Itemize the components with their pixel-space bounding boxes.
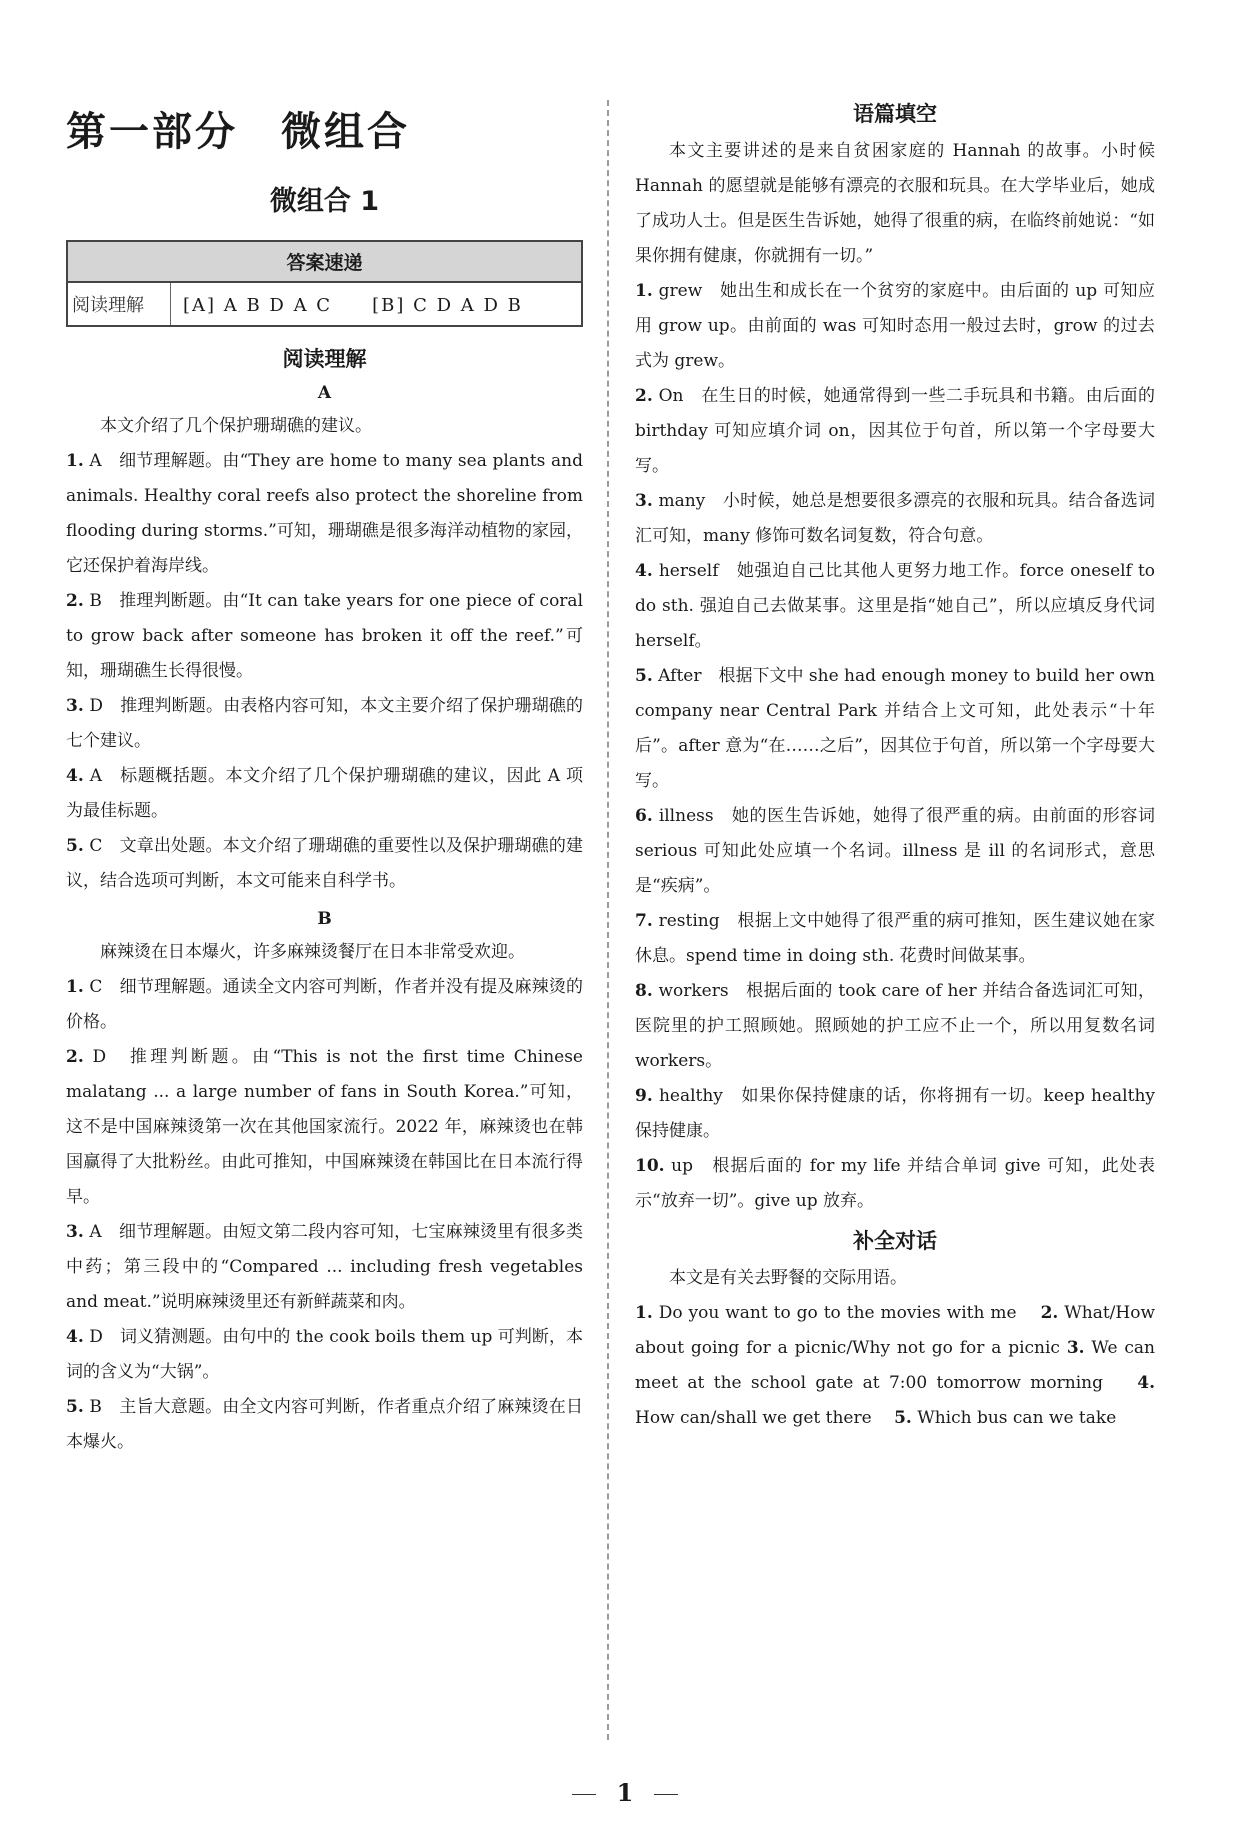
- cloze-items: [635, 274, 1155, 1219]
- footer-dash-right: [654, 1794, 678, 1795]
- page-number: 1: [616, 1778, 634, 1807]
- passage-b-label: B: [317, 909, 332, 929]
- passage-a-label: A: [317, 383, 332, 403]
- part-title: 第一部分 微组合: [66, 109, 410, 155]
- reading-heading: 阅读理解: [282, 347, 367, 371]
- list-item: 2. B 推理判断题。由“It can take years for one piece of coral to grow back after someone has broken it off the reef.”可知，珊瑚礁生长得很慢。: [66, 591, 584, 681]
- list-item: 1. A 细节理解题。由“They are home to many sea plants and animals. Healthy coral reefs also protect the shoreline from flooding during storms.”可知，珊瑚礁是很多海洋动植物的家园，它还保护着海岸线。: [66, 451, 583, 576]
- cloze-heading: 语篇填空: [853, 102, 937, 126]
- passage-a-items: [66, 444, 583, 899]
- answer-row-value: [A] A B D A C [B] C D A D B: [183, 295, 523, 316]
- column-divider: [607, 100, 609, 1740]
- answer-row-label: 阅读理解: [68, 283, 171, 325]
- passage-a-intro: 本文介绍了几个保护珊瑚礁的建议。: [100, 416, 372, 436]
- passage-b-items: [66, 970, 583, 1460]
- list-item: 6. illness 她的医生告诉她，她得了很严重的病。由前面的形容词 serious 可知此处应填一个名词。illness 是 ill 的名词形式，意思是“疾病”。: [635, 806, 1155, 896]
- right-column: [635, 92, 1155, 1436]
- list-item: 5. B 主旨大意题。由全文内容可判断，作者重点介绍了麻辣烫在日本爆火。: [66, 1397, 583, 1452]
- list-item: 1. grew 她出生和成长在一个贫穷的家庭中。由后面的 up 可知应用 grow up。由前面的 was 可知时态用一般过去时，grow 的过去式为 grew。: [635, 281, 1155, 371]
- answer-box: [66, 240, 583, 327]
- answer-box-header: 答案速递: [68, 242, 581, 283]
- list-item: 7. resting 根据上文中她得了很严重的病可推知，医生建议她在家休息。spend time in doing sth. 花费时间做某事。: [635, 911, 1155, 966]
- passage-b-intro: 麻辣烫在日本爆火，许多麻辣烫餐厅在日本非常受欢迎。: [100, 942, 525, 962]
- dialogue-intro: 本文是有关去野餐的交际用语。: [669, 1268, 907, 1288]
- dialogue-heading: 补全对话: [853, 1229, 937, 1253]
- section-title: 微组合 1: [269, 186, 380, 217]
- list-item: 8. workers 根据后面的 took care of her 并结合备选词汇可知，医院里的护工照顾她。照顾她的护工应不止一个，所以用复数名词 workers。: [635, 981, 1155, 1071]
- list-item: 2. D 推理判断题。由“This is not the first time Chinese malatang ... a large number of fans in South Korea.”可知，这不是中国麻辣烫第一次在其他国家流行。2022 年，麻辣烫也在韩国赢得了大批粉丝。由此可推知，中国麻辣烫在韩国比在日本流行得早。: [66, 1047, 583, 1207]
- page-footer: [0, 1778, 1250, 1807]
- dialogue-answers: 1. Do you want to go to the movies with me 2. What/How about going for a picnic/Why not go for a picnic 3. We can meet at the school gate at 7:00 tomorrow morning 4. How can/shall we get there 5. Which bus can we take: [635, 1303, 1156, 1428]
- answer-row: [68, 283, 581, 325]
- list-item: 4. D 词义猜测题。由句中的 the cook boils them up 可判断，本词的含义为“大锅”。: [66, 1327, 584, 1382]
- list-item: 9. healthy 如果你保持健康的话，你将拥有一切。keep healthy 保持健康。: [635, 1086, 1156, 1141]
- list-item: 5. C 文章出处题。本文介绍了珊瑚礁的重要性以及保护珊瑚礁的建议，结合选项可判断，本文可能来自科学书。: [66, 836, 583, 891]
- list-item: 10. up 根据后面的 for my life 并结合单词 give 可知，此处表示“放弃一切”。give up 放弃。: [635, 1156, 1155, 1211]
- list-item: 2. On 在生日的时候，她通常得到一些二手玩具和书籍。由后面的 birthday 可知应填介词 on，因其位于句首，所以第一个字母要大写。: [635, 386, 1156, 476]
- left-column: [66, 100, 583, 1460]
- list-item: 1. C 细节理解题。通读全文内容可判断，作者并没有提及麻辣烫的价格。: [66, 977, 583, 1032]
- list-item: 5. After 根据下文中 she had enough money to build her own company near Central Park 并结合上文可知，此处表示“十年后”。after 意为“在……之后”，因其位于句首，所以第一个字母要大写。: [635, 666, 1155, 791]
- list-item: 3. many 小时候，她总是想要很多漂亮的衣服和玩具。结合备选词汇可知，many 修饰可数名词复数，符合句意。: [635, 491, 1155, 546]
- list-item: 4. herself 她强迫自己比其他人更努力地工作。force oneself to do sth. 强迫自己去做某事。这里是指“她自己”，所以应填反身代词 herself。: [635, 561, 1156, 651]
- list-item: 3. D 推理判断题。由表格内容可知，本文主要介绍了保护珊瑚礁的七个建议。: [66, 696, 583, 751]
- list-item: 4. A 标题概括题。本文介绍了几个保护珊瑚礁的建议，因此 A 项为最佳标题。: [66, 766, 583, 821]
- cloze-intro: 本文主要讲述的是来自贫困家庭的 Hannah 的故事。小时候 Hannah 的愿望就是能够有漂亮的衣服和玩具。在大学毕业后，她成了成功人士。但是医生告诉她，她得了很重的病，在临终前她说：“如果你拥有健康，你就拥有一切。”: [635, 141, 1155, 266]
- footer-dash-left: [572, 1794, 596, 1795]
- list-item: 3. A 细节理解题。由短文第二段内容可知，七宝麻辣烫里有很多类中药；第三段中的“Compared ... including fresh vegetables and meat.”说明麻辣烫里还有新鲜蔬菜和肉。: [66, 1222, 584, 1312]
